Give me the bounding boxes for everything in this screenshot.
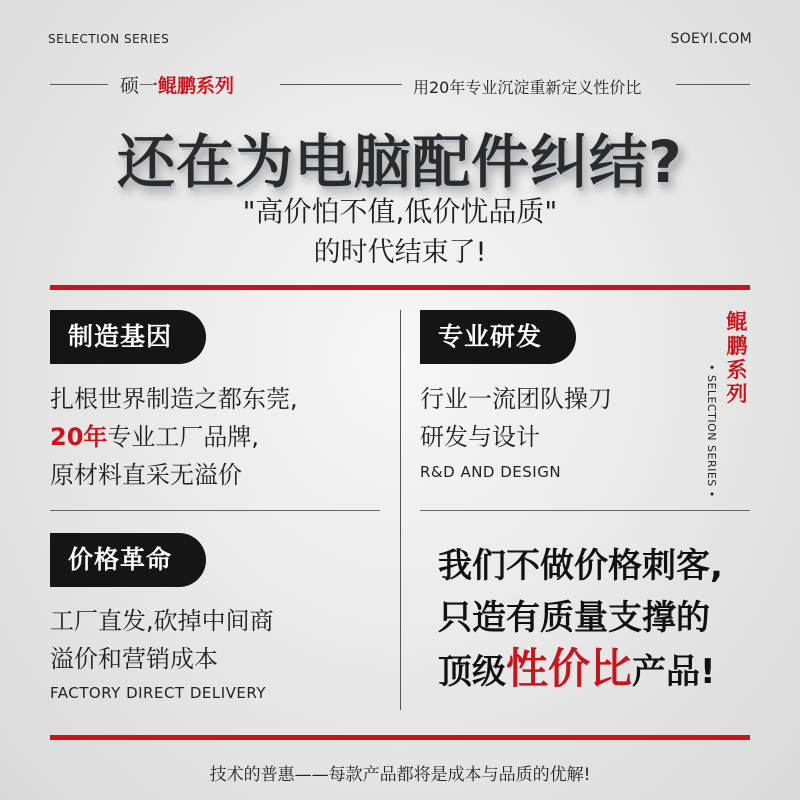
slogan-suffix: 产品! [632, 652, 716, 692]
brand-divider-left [50, 84, 108, 85]
years-highlight: 20年 [50, 423, 108, 451]
brand-prefix: 硕一 [120, 75, 159, 97]
horizontal-divider-left [50, 510, 380, 511]
brand-divider-right [676, 84, 750, 85]
manufacturing-text [50, 380, 298, 494]
brand-series: 鲲鹏系列 [158, 75, 235, 97]
slogan-line-3 [438, 636, 716, 696]
red-divider-top [50, 285, 750, 290]
quote-line-1: "高价怕不值,低价忧品质" [242, 195, 558, 228]
rnd-line-1: 行业一流团队操刀 [420, 385, 612, 413]
slogan-line-1: 我们不做价格刺客, [438, 546, 723, 586]
slogan-prefix: 顶级 [438, 652, 506, 692]
rnd-badge: 专业研发 [420, 310, 576, 364]
footer-text: 技术的普惠——每款产品都将是成本与品质的优解! [209, 765, 591, 785]
rnd-english-label: R&D AND DESIGN [420, 463, 562, 481]
brand-divider-middle [280, 84, 402, 85]
rnd-line-2: 研发与设计 [420, 423, 540, 451]
rnd-text [420, 380, 612, 456]
red-divider-bottom [50, 735, 750, 740]
selection-series-label: SELECTION SERIES [48, 32, 170, 46]
manufacturing-badge: 制造基因 [50, 310, 206, 364]
horizontal-divider-right [420, 510, 750, 511]
price-text [50, 602, 274, 678]
price-english-label: FACTORY DIRECT DELIVERY [50, 684, 267, 702]
website-label: SOEYI.COM [670, 31, 752, 47]
vertical-divider [400, 310, 401, 710]
quote-line-2: 的时代结束了! [313, 237, 487, 268]
price-line-1: 工厂直发,砍掉中间商 [50, 607, 274, 635]
price-badge: 价格革命 [50, 533, 206, 587]
value-highlight: 性价比 [506, 644, 633, 693]
side-selection-series: • SELECTION SERIES • [705, 364, 718, 498]
main-headline: 还在为电脑配件纠结? [117, 128, 683, 196]
side-series-label: 鲲鹏系列 [726, 310, 748, 406]
manufacturing-line-2 [50, 418, 298, 456]
price-line-2: 溢价和营销成本 [50, 645, 218, 673]
brand-tagline: 用20年专业沉淀重新定义性价比 [413, 78, 642, 97]
brand-title [120, 71, 234, 98]
manufacturing-line-1: 扎根世界制造之都东莞, [50, 385, 298, 413]
manufacturing-line-2-rest: 专业工厂品牌, [107, 423, 260, 451]
slogan-line-2: 只造有质量支撑的 [438, 598, 710, 638]
manufacturing-line-3: 原材料直采无溢价 [50, 461, 242, 489]
